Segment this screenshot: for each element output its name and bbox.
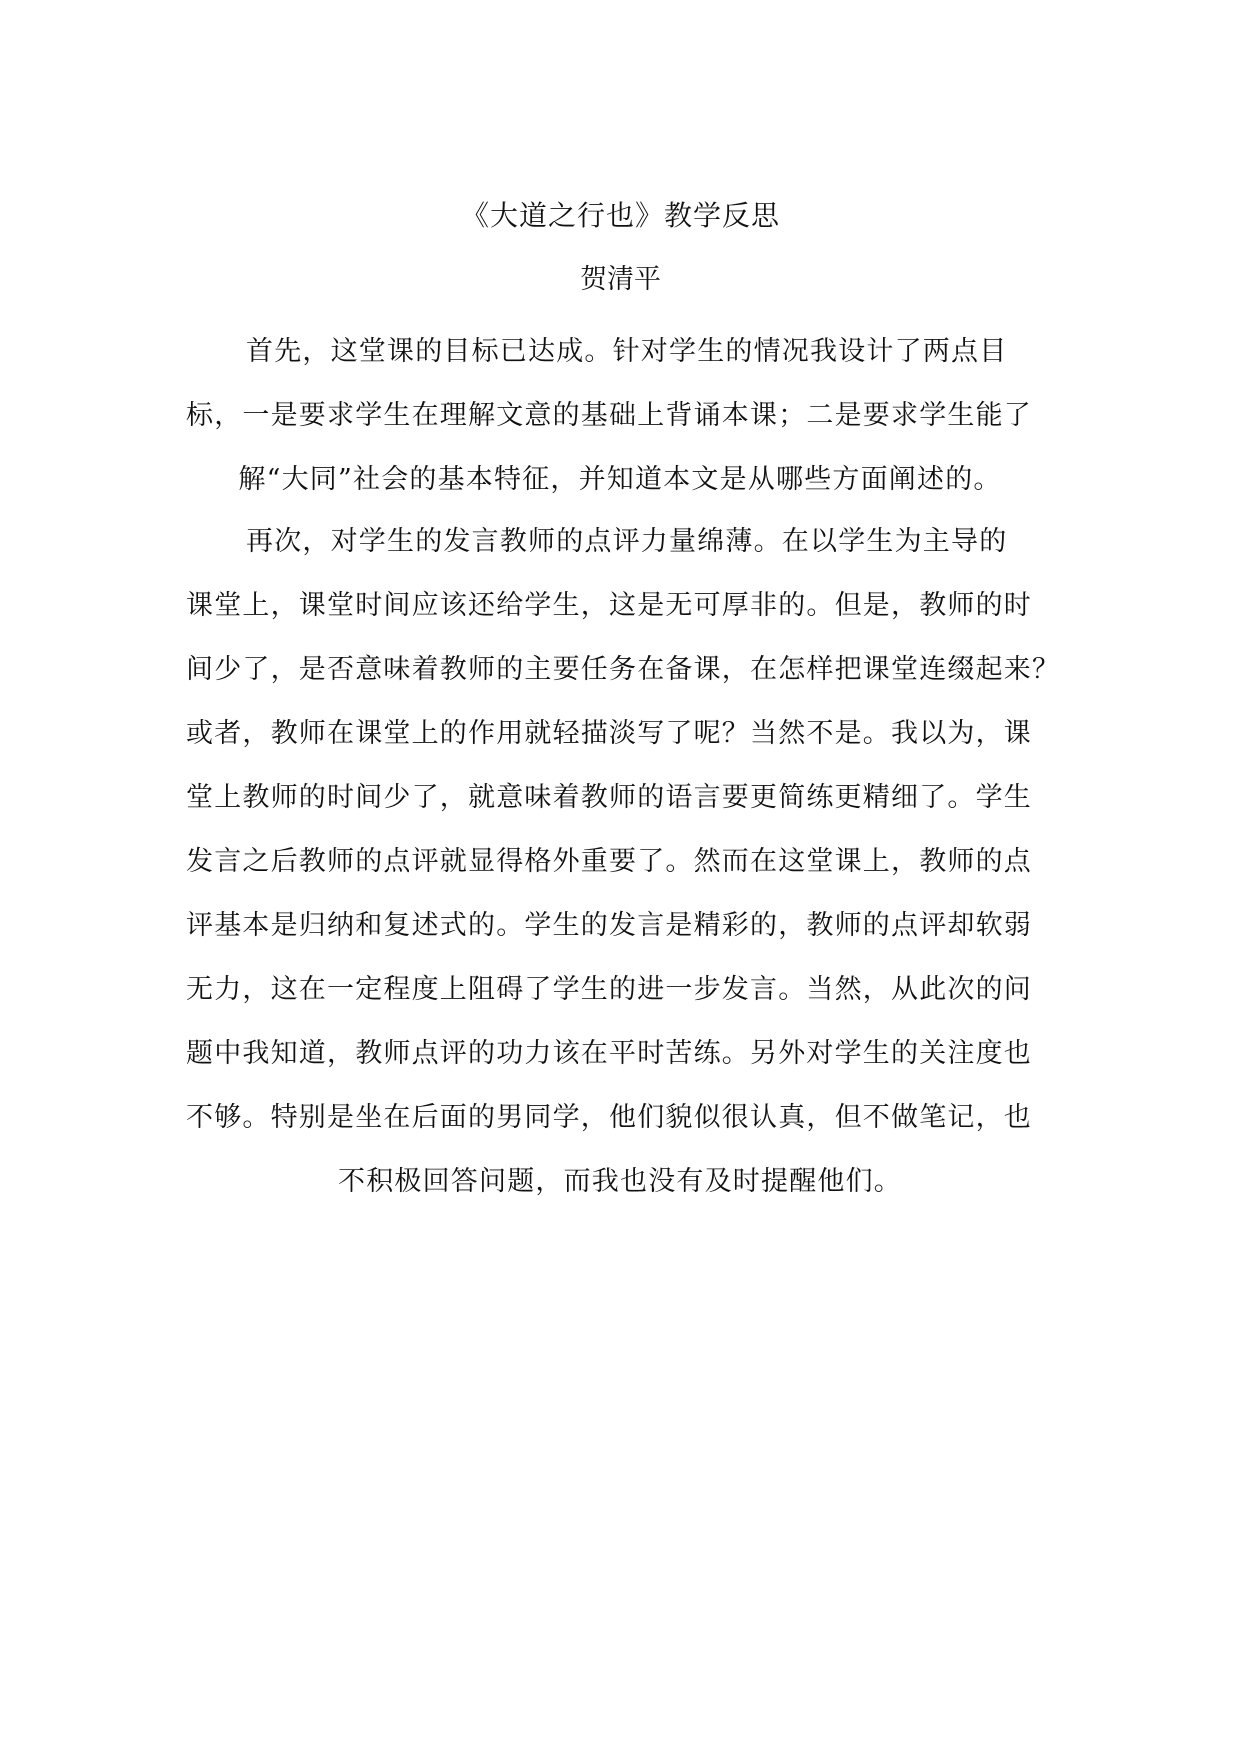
paragraph-line: 或者，教师在课堂上的作用就轻描淡写了呢？当然不是。我以为，课 xyxy=(186,718,1032,749)
paragraph-line: 课堂上，课堂时间应该还给学生，这是无可厚非的。但是，教师的时 xyxy=(186,590,1032,621)
paragraph-line: 不够。特别是坐在后面的男同学，他们貌似很认真，但不做笔记，也 xyxy=(186,1102,1032,1133)
paragraph-line: 堂上教师的时间少了，就意味着教师的语言要更简练更精细了。学生 xyxy=(186,782,1032,813)
paragraph-line: 题中我知道，教师点评的功力该在平时苦练。另外对学生的关注度也 xyxy=(186,1038,1032,1069)
document-author: 贺清平 xyxy=(580,264,661,295)
paragraph-1 xyxy=(186,320,1054,512)
paragraph-line: 首先，这堂课的目标已达成。针对学生的情况我设计了两点目 xyxy=(246,336,1008,367)
document-title: 《大道之行也》教学反思 xyxy=(460,199,780,232)
paragraph-line: 标，一是要求学生在理解文意的基础上背诵本课；二是要求学生能了 xyxy=(186,400,1032,431)
paragraph-line: 发言之后教师的点评就显得格外重要了。然而在这堂课上，教师的点 xyxy=(186,846,1032,877)
paragraph-line: 解“大同”社会的基本特征，并知道本文是从哪些方面阐述的。 xyxy=(238,464,1002,495)
paragraph-line: 评基本是归纳和复述式的。学生的发言是精彩的，教师的点评却软弱 xyxy=(186,910,1032,941)
paragraph-line: 间少了，是否意味着教师的主要任务在备课，在怎样把课堂连缀起来？ xyxy=(186,654,1061,685)
paragraph-2 xyxy=(186,510,1061,1214)
paragraph-line: 无力，这在一定程度上阻碍了学生的进一步发言。当然，从此次的问 xyxy=(186,974,1032,1005)
paragraph-line: 不积极回答问题，而我也没有及时提醒他们。 xyxy=(338,1166,902,1197)
paragraph-line: 再次，对学生的发言教师的点评力量绵薄。在以学生为主导的 xyxy=(246,526,1008,557)
